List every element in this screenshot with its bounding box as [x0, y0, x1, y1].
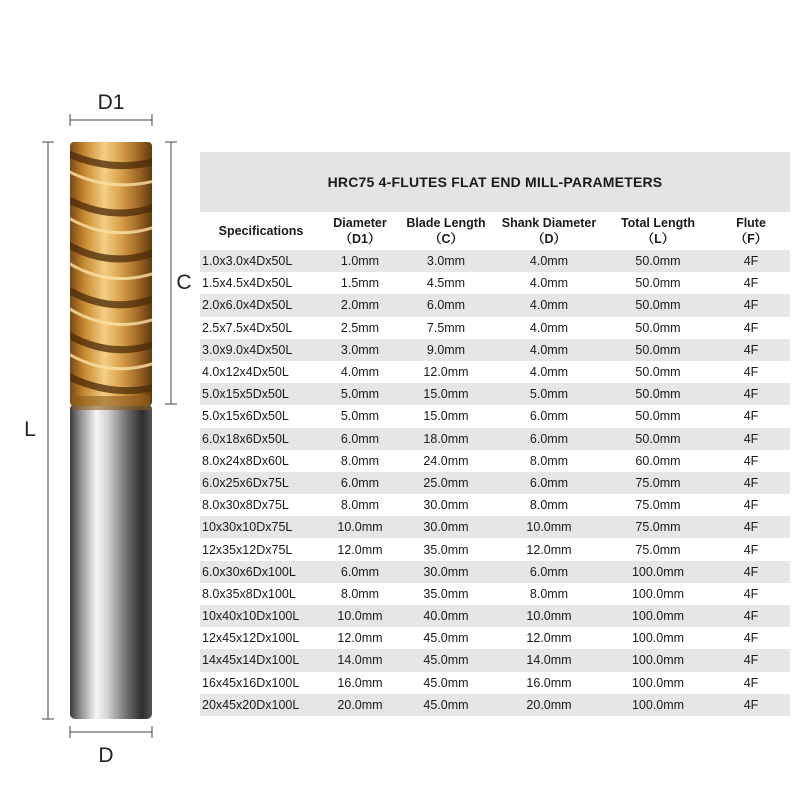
- total-length-cell: 100.0mm: [604, 694, 712, 716]
- diameter-cell: 2.5mm: [322, 317, 398, 339]
- total-length-cell: 100.0mm: [604, 605, 712, 627]
- table-row: [200, 428, 790, 450]
- spec-cell: 2.5x7.5x4Dx50L: [200, 317, 322, 339]
- shank-diameter-cell: 10.0mm: [494, 516, 604, 538]
- diameter-cell: 6.0mm: [322, 428, 398, 450]
- flute-cell: 4F: [712, 627, 790, 649]
- shank-diameter-cell: 5.0mm: [494, 383, 604, 405]
- table-row: [200, 339, 790, 361]
- spec-cell: 1.5x4.5x4Dx50L: [200, 272, 322, 294]
- blade-length-cell: 45.0mm: [398, 694, 494, 716]
- blade-length-cell: 4.5mm: [398, 272, 494, 294]
- total-length-cell: 100.0mm: [604, 627, 712, 649]
- diameter-cell: 12.0mm: [322, 538, 398, 560]
- flute-cell: 4F: [712, 294, 790, 316]
- spec-cell: 16x45x16Dx100L: [200, 672, 322, 694]
- diameter-cell: 8.0mm: [322, 583, 398, 605]
- flute-cell: 4F: [712, 250, 790, 272]
- spec-cell: 8.0x30x8Dx75L: [200, 494, 322, 516]
- header-flute: Flute （F）: [712, 212, 790, 250]
- table-row: [200, 649, 790, 671]
- total-length-cell: 50.0mm: [604, 250, 712, 272]
- diameter-cell: 3.0mm: [322, 339, 398, 361]
- total-length-cell: 50.0mm: [604, 339, 712, 361]
- spec-cell: 10x30x10Dx75L: [200, 516, 322, 538]
- total-length-cell: 50.0mm: [604, 294, 712, 316]
- shank-diameter-cell: 6.0mm: [494, 561, 604, 583]
- blade-length-cell: 45.0mm: [398, 627, 494, 649]
- blade-length-cell: 24.0mm: [398, 450, 494, 472]
- shank-diameter-cell: 4.0mm: [494, 317, 604, 339]
- diameter-cell: 14.0mm: [322, 649, 398, 671]
- total-length-cell: 50.0mm: [604, 428, 712, 450]
- diameter-cell: 8.0mm: [322, 494, 398, 516]
- table-row: [200, 294, 790, 316]
- total-length-cell: 75.0mm: [604, 494, 712, 516]
- blade-length-cell: 18.0mm: [398, 428, 494, 450]
- parameter-table-container: [200, 152, 790, 716]
- diameter-cell: 10.0mm: [322, 516, 398, 538]
- table-row: [200, 317, 790, 339]
- diameter-cell: 16.0mm: [322, 672, 398, 694]
- blade-length-cell: 12.0mm: [398, 361, 494, 383]
- parameter-table: [200, 212, 790, 716]
- shank-diameter-cell: 4.0mm: [494, 361, 604, 383]
- spec-cell: 1.0x3.0x4Dx50L: [200, 250, 322, 272]
- end-mill-illustration: [0, 0, 200, 800]
- flute-section: [60, 142, 160, 406]
- diameter-cell: 4.0mm: [322, 361, 398, 383]
- blade-length-cell: 45.0mm: [398, 649, 494, 671]
- spec-cell: 8.0x35x8Dx100L: [200, 583, 322, 605]
- header-diameter: Diameter （D1）: [322, 212, 398, 250]
- blade-length-cell: 9.0mm: [398, 339, 494, 361]
- table-row: [200, 561, 790, 583]
- shank-diameter-cell: 8.0mm: [494, 583, 604, 605]
- flute-cell: 4F: [712, 672, 790, 694]
- shank-diameter-cell: 6.0mm: [494, 472, 604, 494]
- flute-cell: 4F: [712, 583, 790, 605]
- blade-length-cell: 15.0mm: [398, 383, 494, 405]
- spec-cell: 14x45x14Dx100L: [200, 649, 322, 671]
- shank: [70, 404, 152, 719]
- total-length-cell: 50.0mm: [604, 405, 712, 427]
- flute-cell: 4F: [712, 494, 790, 516]
- flute-cell: 4F: [712, 605, 790, 627]
- blade-length-cell: 35.0mm: [398, 538, 494, 560]
- blade-length-cell: 45.0mm: [398, 672, 494, 694]
- spec-cell: 12x45x12Dx100L: [200, 627, 322, 649]
- diameter-cell: 8.0mm: [322, 450, 398, 472]
- total-length-cell: 100.0mm: [604, 672, 712, 694]
- diameter-cell: 6.0mm: [322, 561, 398, 583]
- shank-diameter-cell: 6.0mm: [494, 428, 604, 450]
- spec-cell: 2.0x6.0x4Dx50L: [200, 294, 322, 316]
- table-body: [200, 250, 790, 716]
- table-row: [200, 250, 790, 272]
- shank-diameter-cell: 16.0mm: [494, 672, 604, 694]
- blade-length-cell: 7.5mm: [398, 317, 494, 339]
- diameter-cell: 1.0mm: [322, 250, 398, 272]
- blade-length-cell: 25.0mm: [398, 472, 494, 494]
- blade-length-cell: 6.0mm: [398, 294, 494, 316]
- total-length-cell: 50.0mm: [604, 383, 712, 405]
- total-length-cell: 75.0mm: [604, 516, 712, 538]
- spec-cell: 3.0x9.0x4Dx50L: [200, 339, 322, 361]
- table-row: [200, 694, 790, 716]
- spec-cell: 5.0x15x5Dx50L: [200, 383, 322, 405]
- shank-diameter-cell: 4.0mm: [494, 272, 604, 294]
- shank-diameter-cell: 4.0mm: [494, 294, 604, 316]
- spec-cell: 6.0x30x6Dx100L: [200, 561, 322, 583]
- diameter-cell: 5.0mm: [322, 383, 398, 405]
- table-row: [200, 516, 790, 538]
- spec-cell: 8.0x24x8Dx60L: [200, 450, 322, 472]
- total-length-cell: 75.0mm: [604, 472, 712, 494]
- d-dimension-label: D: [98, 744, 114, 767]
- table-row: [200, 361, 790, 383]
- total-length-cell: 100.0mm: [604, 649, 712, 671]
- table-row: [200, 583, 790, 605]
- flute-cell: 4F: [712, 272, 790, 294]
- spec-cell: 4.0x12x4Dx50L: [200, 361, 322, 383]
- diameter-cell: 1.5mm: [322, 272, 398, 294]
- flute-cell: 4F: [712, 538, 790, 560]
- flute-cell: 4F: [712, 694, 790, 716]
- header-total-length: Total Length （L）: [604, 212, 712, 250]
- c-dimension-label: C: [176, 271, 192, 294]
- blade-length-cell: 40.0mm: [398, 605, 494, 627]
- total-length-cell: 75.0mm: [604, 538, 712, 560]
- table-row: [200, 627, 790, 649]
- table-row: [200, 383, 790, 405]
- d1-dimension-label: D1: [97, 91, 125, 114]
- flute-cell: 4F: [712, 361, 790, 383]
- table-row: [200, 538, 790, 560]
- header-shank-diameter: Shank Diameter （D）: [494, 212, 604, 250]
- table-row: [200, 405, 790, 427]
- diameter-cell: 20.0mm: [322, 694, 398, 716]
- flute-cell: 4F: [712, 383, 790, 405]
- l-dimension-label: L: [24, 418, 36, 441]
- shank-diameter-cell: 14.0mm: [494, 649, 604, 671]
- total-length-cell: 50.0mm: [604, 272, 712, 294]
- flute-cell: 4F: [712, 428, 790, 450]
- table-row: [200, 494, 790, 516]
- spec-cell: 6.0x25x6Dx75L: [200, 472, 322, 494]
- flute-cell: 4F: [712, 516, 790, 538]
- spec-cell: 5.0x15x6Dx50L: [200, 405, 322, 427]
- shank-diameter-cell: 8.0mm: [494, 494, 604, 516]
- spec-cell: 20x45x20Dx100L: [200, 694, 322, 716]
- shank-diameter-cell: 4.0mm: [494, 250, 604, 272]
- flute-cell: 4F: [712, 472, 790, 494]
- shank-diameter-cell: 4.0mm: [494, 339, 604, 361]
- spec-cell: 10x40x10Dx100L: [200, 605, 322, 627]
- header-blade-length: Blade Length （C）: [398, 212, 494, 250]
- shank-diameter-cell: 12.0mm: [494, 538, 604, 560]
- blade-length-cell: 15.0mm: [398, 405, 494, 427]
- shank-diameter-cell: 8.0mm: [494, 450, 604, 472]
- blade-length-cell: 3.0mm: [398, 250, 494, 272]
- diameter-cell: 12.0mm: [322, 627, 398, 649]
- table-row: [200, 472, 790, 494]
- diameter-cell: 10.0mm: [322, 605, 398, 627]
- table-header-row: [200, 212, 790, 250]
- diameter-cell: 6.0mm: [322, 472, 398, 494]
- spec-cell: 6.0x18x6Dx50L: [200, 428, 322, 450]
- diameter-cell: 2.0mm: [322, 294, 398, 316]
- table-title: HRC75 4-FLUTES FLAT END MILL-PARAMETERS: [200, 152, 790, 212]
- shank-diameter-cell: 6.0mm: [494, 405, 604, 427]
- total-length-cell: 100.0mm: [604, 583, 712, 605]
- header-specifications: Specifications: [200, 212, 322, 250]
- total-length-cell: 50.0mm: [604, 361, 712, 383]
- blade-length-cell: 30.0mm: [398, 561, 494, 583]
- table-row: [200, 672, 790, 694]
- total-length-cell: 50.0mm: [604, 317, 712, 339]
- total-length-cell: 100.0mm: [604, 561, 712, 583]
- spec-cell: 12x35x12Dx75L: [200, 538, 322, 560]
- diameter-cell: 5.0mm: [322, 405, 398, 427]
- blade-length-cell: 35.0mm: [398, 583, 494, 605]
- shank-diameter-cell: 20.0mm: [494, 694, 604, 716]
- blade-length-cell: 30.0mm: [398, 516, 494, 538]
- total-length-cell: 60.0mm: [604, 450, 712, 472]
- flute-cell: 4F: [712, 405, 790, 427]
- flute-cell: 4F: [712, 450, 790, 472]
- blade-length-cell: 30.0mm: [398, 494, 494, 516]
- table-row: [200, 605, 790, 627]
- flute-cell: 4F: [712, 649, 790, 671]
- shank-diameter-cell: 10.0mm: [494, 605, 604, 627]
- flute-cell: 4F: [712, 561, 790, 583]
- flute-cell: 4F: [712, 317, 790, 339]
- table-row: [200, 272, 790, 294]
- flute-cell: 4F: [712, 339, 790, 361]
- table-row: [200, 450, 790, 472]
- shank-diameter-cell: 12.0mm: [494, 627, 604, 649]
